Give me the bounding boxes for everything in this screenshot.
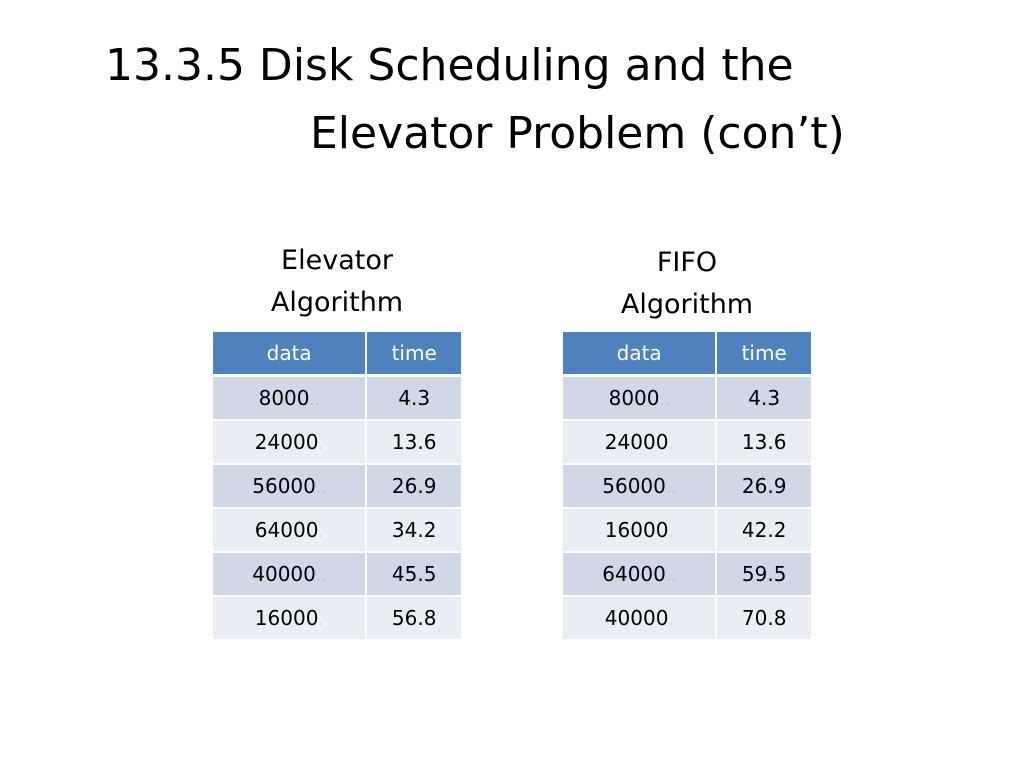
trailing-dots: .. bbox=[315, 566, 327, 585]
data-value: 16000 bbox=[254, 606, 319, 630]
table-row bbox=[563, 464, 811, 508]
time-cell: 45.5 bbox=[366, 552, 461, 596]
data-value: 16000 bbox=[604, 518, 669, 542]
table-row bbox=[213, 464, 461, 508]
table-row bbox=[563, 508, 811, 552]
column-header-time: time bbox=[716, 332, 811, 376]
data-value: 24000 bbox=[604, 430, 669, 454]
fifo-caption-line-2: Algorithm bbox=[620, 289, 754, 320]
trailing-dots: . bbox=[668, 522, 674, 541]
data-cell bbox=[213, 376, 366, 421]
data-cell bbox=[213, 420, 366, 464]
table-row bbox=[213, 552, 461, 596]
table-row bbox=[213, 420, 461, 464]
time-cell: 59.5 bbox=[716, 552, 811, 596]
trailing-dots: . bbox=[668, 434, 674, 453]
time-cell: 56.8 bbox=[366, 596, 461, 639]
time-cell: 4.3 bbox=[366, 376, 461, 421]
time-cell: 70.8 bbox=[716, 596, 811, 639]
data-value: 56000 bbox=[602, 474, 666, 498]
slide-title-line-1: 13.3.5 Disk Scheduling and the bbox=[105, 40, 794, 91]
table-row bbox=[563, 552, 811, 596]
data-cell bbox=[213, 552, 366, 596]
data-value: 24000 bbox=[254, 430, 319, 454]
data-cell bbox=[563, 420, 716, 464]
column-header-time: time bbox=[366, 332, 461, 376]
time-cell: 13.6 bbox=[366, 420, 461, 464]
trailing-dots: . bbox=[318, 522, 324, 541]
time-cell: 13.6 bbox=[716, 420, 811, 464]
trailing-dots: . bbox=[668, 610, 674, 629]
data-value: 40000 bbox=[252, 562, 316, 586]
fifo-caption-line-1: FIFO bbox=[656, 247, 718, 278]
data-cell bbox=[563, 464, 716, 508]
time-cell: 42.2 bbox=[716, 508, 811, 552]
data-value: 64000 bbox=[254, 518, 319, 542]
time-cell: 34.2 bbox=[366, 508, 461, 552]
time-cell: 26.9 bbox=[716, 464, 811, 508]
column-header-data: data bbox=[563, 332, 716, 376]
trailing-dots: .. bbox=[665, 478, 677, 497]
data-cell bbox=[213, 508, 366, 552]
column-header-data: data bbox=[213, 332, 366, 376]
slide-title-line-2: Elevator Problem (con’t) bbox=[310, 108, 845, 159]
table-header-row bbox=[563, 332, 811, 376]
data-value: 64000 bbox=[602, 562, 666, 586]
time-cell: 4.3 bbox=[716, 376, 811, 421]
data-cell bbox=[213, 596, 366, 639]
data-cell bbox=[563, 508, 716, 552]
table-row bbox=[563, 376, 811, 421]
trailing-dots: .. bbox=[309, 390, 320, 409]
fifo-table bbox=[563, 332, 811, 639]
trailing-dots: . bbox=[318, 610, 324, 629]
elevator-table bbox=[213, 332, 461, 639]
trailing-dots: .. bbox=[315, 478, 327, 497]
data-value: 56000 bbox=[252, 474, 316, 498]
data-cell bbox=[563, 552, 716, 596]
elevator-caption-line-2: Algorithm bbox=[270, 287, 404, 318]
trailing-dots: . bbox=[318, 434, 324, 453]
data-cell bbox=[563, 376, 716, 421]
elevator-caption-line-1: Elevator bbox=[281, 245, 393, 276]
data-value: 40000 bbox=[604, 606, 669, 630]
elevator-caption bbox=[213, 240, 461, 324]
data-cell bbox=[563, 596, 716, 639]
table-row bbox=[213, 508, 461, 552]
table-row bbox=[213, 596, 461, 639]
table-row bbox=[563, 420, 811, 464]
trailing-dots: .. bbox=[659, 390, 670, 409]
data-value: 8000 bbox=[258, 386, 310, 410]
trailing-dots: .. bbox=[665, 566, 677, 585]
time-cell: 26.9 bbox=[366, 464, 461, 508]
data-cell bbox=[213, 464, 366, 508]
data-value: 8000 bbox=[608, 386, 660, 410]
table-row bbox=[563, 596, 811, 639]
table-row bbox=[213, 376, 461, 421]
fifo-caption bbox=[563, 242, 811, 326]
table-header-row bbox=[213, 332, 461, 376]
